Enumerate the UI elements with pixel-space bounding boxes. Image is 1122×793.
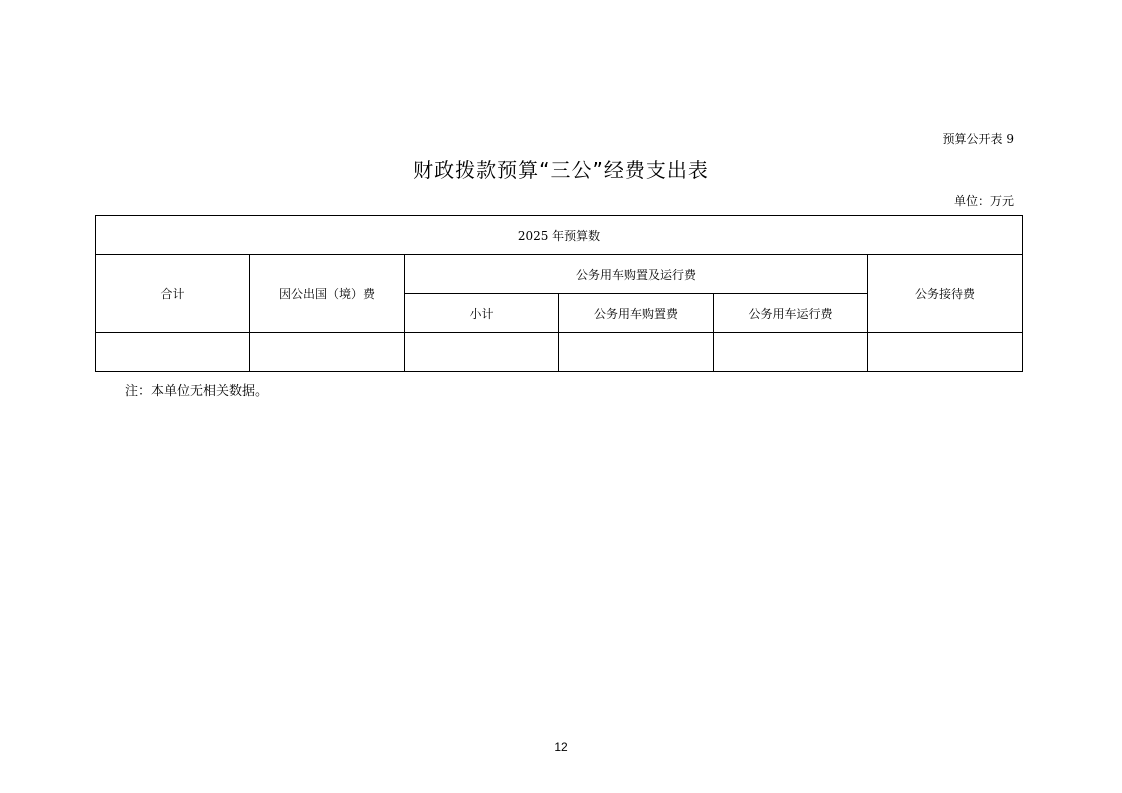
page-title: 财政拨款预算“三公”经费支出表 xyxy=(413,158,709,182)
cell-vehicle-subtotal xyxy=(405,333,559,372)
cell-total xyxy=(96,333,250,372)
header-total: 合计 xyxy=(96,255,250,333)
cell-reception xyxy=(868,333,1023,372)
year-header: 2025 年预算数 xyxy=(96,216,1023,255)
table-row xyxy=(96,333,1023,372)
header-vehicle-operation: 公务用车运行费 xyxy=(714,294,868,333)
cell-abroad xyxy=(250,333,405,372)
unit-label: 单位：万元 xyxy=(953,194,1014,208)
table-note: 注：本单位无相关数据。 xyxy=(125,384,269,399)
header-vehicle-subtotal: 小计 xyxy=(405,294,559,333)
three-public-expenses-table xyxy=(95,215,1023,372)
header-reception: 公务接待费 xyxy=(868,255,1023,333)
table-label: 预算公开表 9 xyxy=(942,132,1014,146)
header-vehicle-group: 公务用车购置及运行费 xyxy=(405,255,868,294)
page-number: 12 xyxy=(554,740,568,754)
header-abroad: 因公出国（境）费 xyxy=(250,255,405,333)
header-vehicle-purchase: 公务用车购置费 xyxy=(559,294,714,333)
cell-vehicle-purchase xyxy=(559,333,714,372)
cell-vehicle-operation xyxy=(714,333,868,372)
